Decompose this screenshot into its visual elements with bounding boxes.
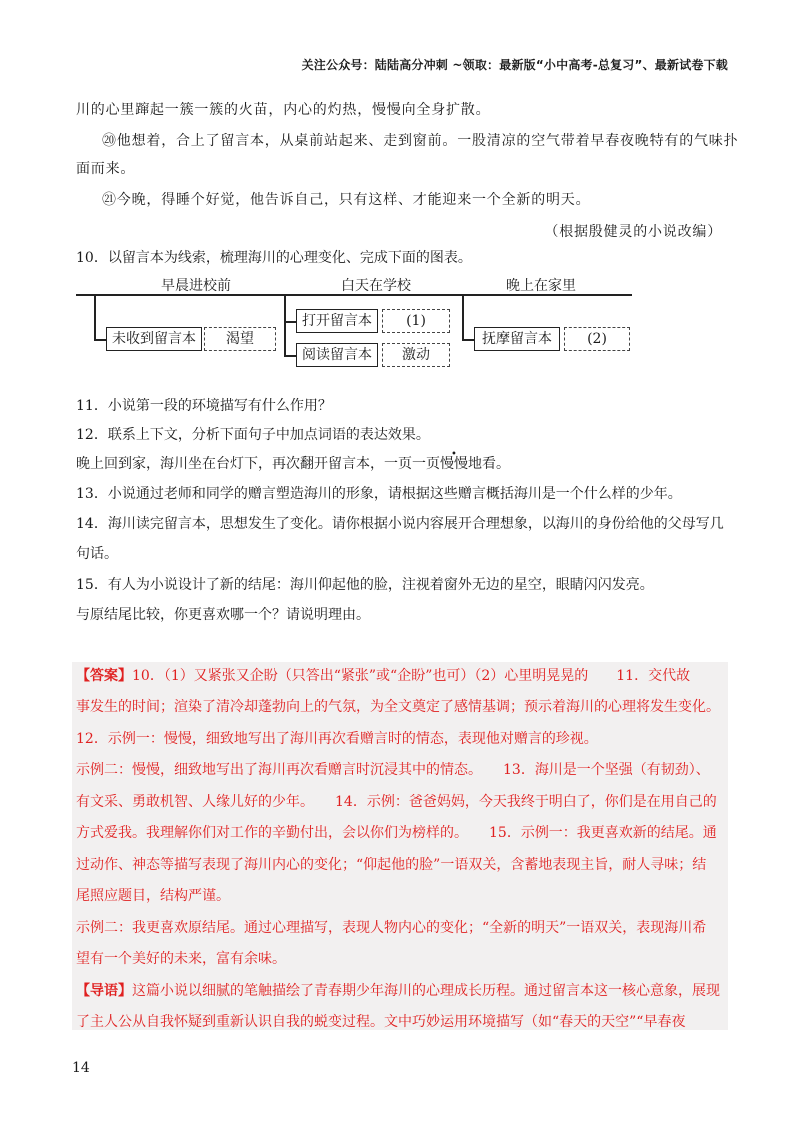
answer-line-2: 事发生的时间；渲染了清冷却蓬勃向上的气氛，为全文奠定了感情基调；预示着海川的心理将发生变化。 xyxy=(76,699,720,715)
box-stroke-notebook: 抚摩留言本 xyxy=(474,327,560,351)
question-12: 12．联系上下文，分析下面句子中加点词语的表达效果。 xyxy=(76,427,430,443)
connector xyxy=(284,294,286,356)
question-11: 11．小说第一段的环境描写有什么作用？ xyxy=(76,398,332,414)
connector xyxy=(462,339,474,341)
answer-tag: 【答案】 xyxy=(76,668,132,684)
passage-paragraph-21: ㉑今晚，得睡个好觉，他告诉自己，只有这样、才能迎来一个全新的明天。 xyxy=(102,192,591,208)
sentence-part: 地看。 xyxy=(468,456,510,472)
answer-blank-2: (2) xyxy=(564,327,630,351)
page-number: 14 xyxy=(72,1060,90,1076)
question-15-cont: 与原结尾比较，你更喜欢哪一个？请说明理由。 xyxy=(76,607,370,623)
mood-change-diagram xyxy=(76,272,636,372)
feeling-box-3: 激动 xyxy=(382,343,450,367)
answer-line-4: 示例二：慢慢，细致地写出了海川再次看赠言时沉浸其中的情态。 13．海川是一个坚强（有韧劲）、 xyxy=(76,762,710,778)
answer-line-7: 过动作、神态等描写表现了海川内心的变化；“仰起他的脸”一语双关，含蓄地表现主旨，耐人寻味；结 xyxy=(76,857,707,873)
answer-line-1 xyxy=(76,666,690,686)
dotted-word-text: 慢慢 xyxy=(440,456,468,472)
feeling-box-1: 渴望 xyxy=(204,327,276,351)
connector xyxy=(94,294,96,340)
answer-line-5: 有文采、勇敢机智、人缘儿好的少年。 14．示例：爸爸妈妈，今天我终于明白了，你们是在用自己的 xyxy=(76,794,717,810)
passage-paragraph-20: ⑳他想着，合上了留言本，从桌前站起来、走到窗前。一股清凉的空气带着早春夜晚特有的气味扑 xyxy=(102,133,739,149)
answer-blank-1: (1) xyxy=(382,309,450,333)
guide-line-2: 了主人公从自我怀疑到重新认识自我的蜕变过程。文中巧妙运用环境描写（如“春天的天空”“早春夜 xyxy=(76,1014,686,1030)
box-open-notebook: 打开留言本 xyxy=(296,309,378,333)
question-10: 10．以留言本为线索，梳理海川的心理变化、完成下面的图表。 xyxy=(76,250,472,266)
question-14: 14．海川读完留言本，思想发生了变化。请你根据小说内容展开合理想象，以海川的身份给他的父母写几 xyxy=(76,516,724,532)
answer-line-9: 示例二：我更喜欢原结尾。通过心理描写，表现人物内心的变化；“全新的明天”一语双关，表现海川希 xyxy=(76,920,707,936)
segment-evening: 晚上在家里 xyxy=(506,278,576,294)
connector xyxy=(94,339,106,341)
question-12-sentence xyxy=(76,454,510,474)
question-14-cont: 句话。 xyxy=(76,546,118,562)
segment-morning: 早晨进校前 xyxy=(161,278,231,294)
answer-section xyxy=(72,662,728,1030)
guide-tag: 【导语】 xyxy=(76,983,132,999)
segment-daytime: 白天在学校 xyxy=(341,278,411,294)
question-15: 15．有人为小说设计了新的结尾：海川仰起他的脸，注视着窗外无边的星空，眼睛闪闪发亮。 xyxy=(76,577,654,593)
passage-line: 川的心里蹿起一簇一簇的火苗，内心的灼热，慢慢向全身扩散。 xyxy=(76,102,491,118)
answer-text: 10．（1）又紧张又企盼（只答出“紧张”或“企盼”也可）（2）心里明晃晃的 11．交代故 xyxy=(132,668,691,684)
dotted-word xyxy=(440,456,468,472)
question-13: 13．小说通过老师和同学的赠言塑造海川的形象，请根据这些赠言概括海川是一个什么样的少年。 xyxy=(76,486,682,502)
box-not-received: 未收到留言本 xyxy=(106,327,202,351)
answer-line-3: 12．示例一：慢慢，细致地写出了海川再次看赠言时的情态，表现他对赠言的珍视。 xyxy=(76,731,598,747)
guide-text: 这篇小说以细腻的笔触描绘了青春期少年海川的心理成长历程。通过留言本这一核心意象，展现 xyxy=(132,983,720,999)
box-read-notebook: 阅读留言本 xyxy=(296,343,378,367)
connector xyxy=(284,321,296,323)
connector xyxy=(284,355,296,357)
connector xyxy=(462,294,464,340)
guide-line-1 xyxy=(76,981,720,1001)
sentence-part: 晚上回到家，海川坐在台灯下，再次翻开留言本，一页一页 xyxy=(76,456,440,472)
page-header-note: 关注公众号：陆陆高分冲刺 ~领取：最新版“小中高考-总复习”、最新试卷下载 xyxy=(301,58,728,72)
passage-source: （根据殷健灵的小说改编） xyxy=(544,224,722,240)
answer-line-8: 尾照应题目，结构严谨。 xyxy=(76,888,230,904)
passage-line: 面而来。 xyxy=(76,161,136,177)
answer-line-6: 方式爱我。我理解你们对工作的辛勤付出，会以你们为榜样的。 15．示例一：我更喜欢新的结尾。通 xyxy=(76,825,717,841)
answer-line-10: 望有一个美好的未来，富有余味。 xyxy=(76,951,286,967)
